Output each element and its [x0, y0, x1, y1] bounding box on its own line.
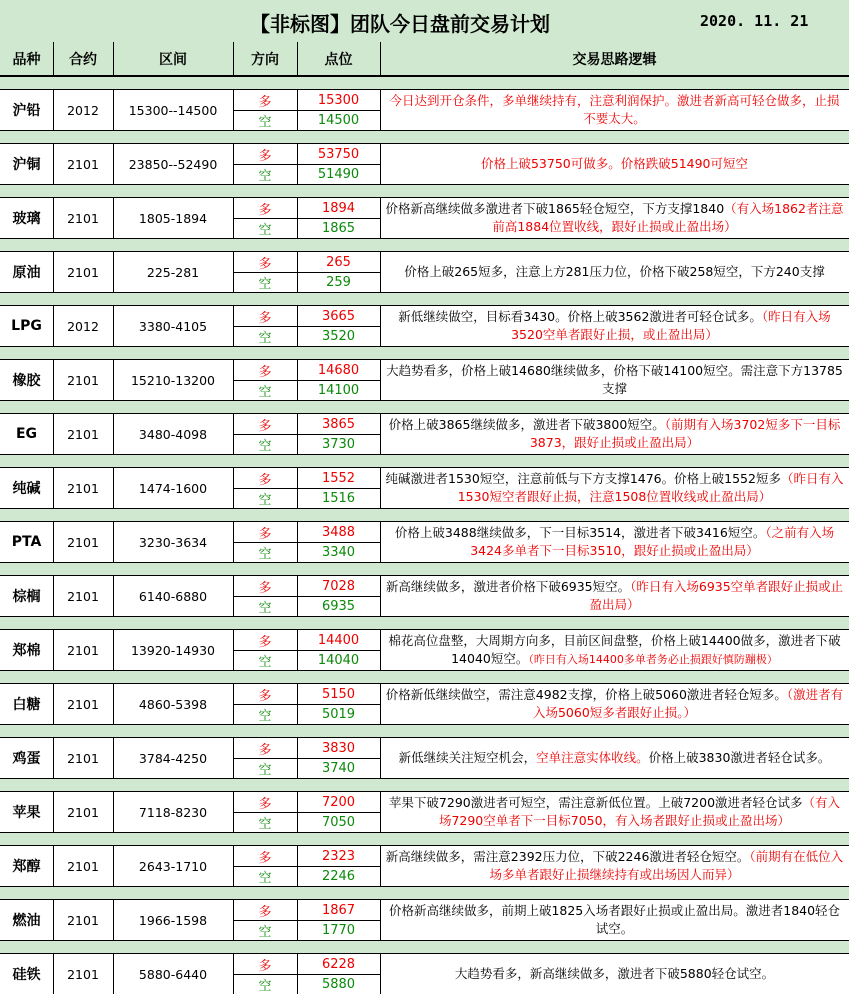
variety-name: 白糖 [12, 697, 41, 713]
price-cell [297, 306, 380, 346]
long-price: 7028 [297, 576, 380, 597]
title-bar [0, 0, 849, 43]
direction-long: 多 [233, 738, 297, 759]
contract-code: 2101 [67, 750, 99, 766]
direction-long: 多 [233, 576, 297, 597]
logic-segment: （昨日有入1530短空者跟好止损，注意1508位置收线或止盈出局） [457, 471, 844, 504]
long-price: 15300 [297, 90, 380, 111]
table-row [0, 252, 849, 292]
price-cell [297, 252, 380, 292]
logic-segment: 苹果下破7290激进者可短空，需注意新低位置。上破7200激进者轻仓试多 [388, 795, 803, 810]
variety-name: 硅铁 [12, 967, 41, 983]
trade-logic-text [384, 416, 845, 452]
trade-logic [380, 576, 849, 616]
contract-code: 2101 [67, 264, 99, 280]
table-row [0, 954, 849, 994]
direction-short: 空 [258, 708, 272, 724]
logic-segment: （前期有在低位入场多单者跟好止损继续持有或出场因人而异） [489, 849, 844, 882]
contract-code: 2101 [67, 912, 99, 928]
sheet-date: 2020. 11. 21 [700, 12, 809, 30]
contract-code: 2101 [67, 804, 99, 820]
row-separator [0, 778, 849, 792]
contract-code: 2101 [67, 426, 99, 442]
short-price: 14500 [317, 112, 360, 128]
trade-logic-text [384, 794, 845, 830]
trade-logic [380, 306, 849, 346]
logic-segment: （昨日有入场14400多单者务必止损跟好慎防蹦极） [528, 652, 778, 666]
trade-logic-text [384, 902, 845, 938]
contract-code: 2101 [67, 588, 99, 604]
variety-name: 郑棉 [12, 643, 41, 659]
direction-long: 多 [233, 630, 297, 651]
trade-logic [380, 252, 849, 292]
table-row [0, 468, 849, 508]
long-price: 3665 [297, 306, 380, 327]
trade-logic [380, 144, 849, 184]
row-separator [0, 832, 849, 846]
variety-name: 玻璃 [12, 211, 41, 227]
price-range: 6140-6880 [138, 588, 208, 604]
price-cell [297, 90, 380, 130]
contract-code: 2101 [67, 696, 99, 712]
direction-short: 空 [258, 384, 272, 400]
logic-segment: （昨日有入场6935空单者跟好止损或止盈出局） [589, 579, 844, 612]
trade-logic-text [384, 92, 845, 128]
logic-segment: 价格上破3830激进者轻仓试多。 [648, 750, 831, 765]
direction-cell [233, 252, 297, 292]
direction-cell [233, 144, 297, 184]
short-price: 6935 [321, 598, 356, 614]
trade-logic [380, 90, 849, 130]
trade-logic-text [384, 470, 845, 506]
price-range: 13920-14930 [130, 642, 216, 658]
price-cell [297, 198, 380, 238]
direction-short: 空 [258, 870, 272, 886]
price-range: 7118-8230 [138, 804, 208, 820]
trade-logic [380, 360, 849, 400]
sheet-title: 【非标图】团队今日盘前交易计划 [250, 12, 550, 36]
trade-logic [380, 900, 849, 940]
logic-segment: 价格上破3865继续做多，激进者下破3800短空。 [388, 417, 665, 432]
table-row [0, 792, 849, 832]
logic-segment: 大趋势看多，价格上破14680继续做多，价格下破14100短空。需注意下方13785支撑 [386, 363, 843, 396]
direction-short: 空 [258, 978, 272, 994]
price-range: 1474-1600 [138, 480, 208, 496]
logic-segment: 价格新高继续做多激进者下破1865轻仓短空，下方支撑1840 [385, 201, 725, 216]
trade-logic-text [481, 155, 748, 173]
contract-code: 2101 [67, 642, 99, 658]
table-row [0, 198, 849, 238]
row-separator [0, 886, 849, 900]
row-separator [0, 346, 849, 360]
contract-code: 2101 [67, 858, 99, 874]
long-price: 7200 [297, 792, 380, 813]
short-price: 1516 [321, 490, 356, 506]
variety-name: 燃油 [12, 913, 41, 929]
price-range: 4860-5398 [138, 696, 208, 712]
header-direction: 方向 [251, 51, 279, 68]
direction-long: 多 [233, 414, 297, 435]
table-row [0, 90, 849, 130]
direction-cell [233, 576, 297, 616]
logic-segment: （有入场7290空单者下一目标7050，有入场者跟好止损或止盈出场） [438, 795, 841, 828]
trade-logic-text [384, 362, 845, 398]
variety-name: 沪铜 [12, 157, 41, 173]
row-separator [0, 76, 849, 90]
direction-cell [233, 414, 297, 454]
trade-logic-text [455, 965, 774, 983]
long-price: 1867 [297, 900, 380, 921]
price-cell [297, 738, 380, 778]
long-price: 53750 [297, 144, 380, 165]
direction-cell [233, 900, 297, 940]
variety-name: 原油 [12, 265, 41, 281]
trade-logic [380, 684, 849, 724]
contract-code: 2101 [67, 480, 99, 496]
short-price: 3340 [321, 544, 356, 560]
price-cell [297, 630, 380, 670]
direction-short: 空 [258, 816, 272, 832]
row-separator [0, 238, 849, 252]
direction-short: 空 [258, 600, 272, 616]
trade-logic-text [384, 308, 845, 344]
direction-long: 多 [233, 360, 297, 381]
long-price: 1552 [297, 468, 380, 489]
price-range: 23850--52490 [128, 156, 218, 172]
long-price: 3865 [297, 414, 380, 435]
long-price: 14680 [297, 360, 380, 381]
logic-segment: 棉花高位盘整，大周期方向多，目前区间盘整，价格上破14400做多，激进者下破14040短空。 [388, 632, 841, 666]
short-price: 3730 [321, 436, 356, 452]
logic-segment: 大趋势看多，新高继续做多，激进者下破5880轻仓试空。 [454, 966, 775, 981]
variety-name: 苹果 [12, 805, 41, 821]
variety-name: PTA [11, 534, 42, 550]
logic-segment: （激进者有入场5060短多者跟好止损。） [532, 687, 844, 720]
trade-logic-text [399, 749, 831, 767]
logic-segment: 价格上破53750可做多。价格跌破51490可短空 [480, 156, 749, 171]
price-range: 1805-1894 [138, 210, 208, 226]
short-price: 1865 [321, 220, 356, 236]
trade-logic [380, 954, 849, 994]
variety-name: 橡胶 [12, 373, 41, 389]
trade-logic [380, 630, 849, 670]
row-separator [0, 724, 849, 738]
logic-segment: 价格新高继续做多，前期上破1825入场者跟好止损或止盈出局。激进者1840轻仓试空。 [388, 903, 841, 936]
price-range: 3480-4098 [138, 426, 208, 442]
variety-name: 纯碱 [12, 481, 41, 497]
row-separator [0, 562, 849, 576]
trade-logic-text [404, 263, 824, 281]
direction-cell [233, 360, 297, 400]
long-price: 2323 [297, 846, 380, 867]
short-price: 5880 [321, 976, 356, 992]
logic-segment: 价格上破265短多，注意上方281压力位，价格下破258短空，下方240支撑 [404, 264, 825, 279]
long-price: 14400 [297, 630, 380, 651]
short-price: 2246 [321, 868, 356, 884]
trade-logic [380, 738, 849, 778]
header-price: 点位 [324, 51, 353, 68]
price-range: 5880-6440 [138, 966, 208, 982]
table-row [0, 846, 849, 886]
logic-segment: （前期有入场3702短多下一目标3873，跟好止损或止盈出局） [529, 417, 841, 450]
direction-cell [233, 306, 297, 346]
direction-short: 空 [258, 330, 272, 346]
table-row [0, 738, 849, 778]
row-separator [0, 508, 849, 522]
short-price: 7050 [321, 814, 356, 830]
direction-long: 多 [233, 468, 297, 489]
row-separator [0, 616, 849, 630]
logic-segment: （有入场1862者注意前高1884位置收线，跟好止损或止盈出场） [492, 201, 844, 234]
price-cell [297, 900, 380, 940]
short-price: 1770 [321, 922, 356, 938]
row-separator [0, 454, 849, 468]
contract-code: 2101 [67, 372, 99, 388]
contract-code: 2101 [67, 156, 99, 172]
direction-long: 多 [233, 846, 297, 867]
header-contract: 合约 [69, 51, 97, 68]
direction-short: 空 [258, 438, 272, 454]
logic-segment: （之前有入场3424多单者下一目标3510，跟好止损或止盈出局） [470, 525, 835, 558]
direction-short: 空 [258, 276, 272, 292]
price-range: 2643-1710 [138, 858, 208, 874]
table-row [0, 306, 849, 346]
header-logic: 交易思路逻辑 [572, 51, 657, 68]
direction-short: 空 [258, 114, 272, 130]
price-cell [297, 144, 380, 184]
direction-long: 多 [233, 684, 297, 705]
variety-name: LPG [11, 318, 42, 334]
trade-logic-text [384, 848, 845, 884]
long-price: 3830 [297, 738, 380, 759]
logic-segment: （昨日有入场3520空单者跟好止损，或止盈出局） [511, 309, 831, 342]
contract-code: 2012 [67, 318, 99, 334]
logic-segment: 空单注意实体收线。 [536, 750, 649, 765]
direction-cell [233, 684, 297, 724]
trade-logic [380, 522, 849, 562]
direction-short: 空 [258, 546, 272, 562]
row-separator [0, 292, 849, 306]
short-price: 5019 [321, 706, 356, 722]
short-price: 14040 [317, 652, 360, 668]
contract-code: 2012 [67, 102, 99, 118]
trade-logic [380, 198, 849, 238]
variety-name: 沪铅 [12, 103, 41, 119]
logic-segment: 新低继续关注短空机会， [398, 750, 537, 765]
logic-segment: 新高继续做多，需注意2392压力位，下破2246激进者轻仓短空。 [385, 849, 750, 864]
trade-logic-text [384, 524, 845, 560]
direction-long: 多 [233, 144, 297, 165]
trade-logic [380, 846, 849, 886]
direction-long: 多 [233, 252, 297, 273]
price-range: 225-281 [146, 264, 200, 280]
header-variety: 品种 [12, 51, 41, 68]
variety-name: 郑醇 [12, 859, 41, 875]
long-price: 3488 [297, 522, 380, 543]
row-separator [0, 670, 849, 684]
direction-short: 空 [258, 222, 272, 238]
direction-short: 空 [258, 168, 272, 184]
row-separator [0, 400, 849, 414]
contract-code: 2101 [67, 534, 99, 550]
header-range: 区间 [159, 51, 187, 68]
direction-cell [233, 468, 297, 508]
logic-segment: 价格上破3488继续做多，下一目标3514，激进者下破3416短空。 [394, 525, 766, 540]
trade-logic-text [384, 578, 845, 614]
price-range: 1966-1598 [138, 912, 208, 928]
trade-logic-text [384, 632, 845, 669]
price-cell [297, 414, 380, 454]
short-price: 3520 [321, 328, 356, 344]
price-cell [297, 576, 380, 616]
direction-cell [233, 522, 297, 562]
direction-cell [233, 846, 297, 886]
direction-short: 空 [258, 924, 272, 940]
direction-cell [233, 90, 297, 130]
table-row [0, 576, 849, 616]
price-cell [297, 954, 380, 994]
price-range: 3230-3634 [138, 534, 208, 550]
price-range: 15300--14500 [128, 102, 218, 118]
direction-long: 多 [233, 792, 297, 813]
logic-segment: 新低继续做空，目标看3430。价格上破3562激进者可轻仓试多。 [398, 309, 762, 324]
variety-name: 鸡蛋 [12, 751, 41, 767]
direction-cell [233, 954, 297, 994]
contract-code: 2101 [67, 210, 99, 226]
contract-code: 2101 [67, 966, 99, 982]
price-cell [297, 522, 380, 562]
header-row [0, 42, 849, 76]
direction-long: 多 [233, 306, 297, 327]
price-cell [297, 684, 380, 724]
direction-cell [233, 630, 297, 670]
table-row [0, 360, 849, 400]
short-price: 51490 [317, 166, 360, 182]
direction-long: 多 [233, 522, 297, 543]
direction-short: 空 [258, 492, 272, 508]
direction-cell [233, 738, 297, 778]
table-row [0, 414, 849, 454]
direction-cell [233, 198, 297, 238]
logic-segment: 新高继续做多，激进者价格下破6935短空。 [385, 579, 631, 594]
table-row [0, 900, 849, 940]
price-range: 3784-4250 [138, 750, 208, 766]
direction-cell [233, 792, 297, 832]
logic-segment: 纯碱激进者1530短空，注意前低与下方支撑1476。价格上破1552短多 [385, 471, 781, 486]
long-price: 1894 [297, 198, 380, 219]
trade-logic [380, 468, 849, 508]
long-price: 265 [297, 252, 380, 273]
trade-logic [380, 414, 849, 454]
short-price: 3740 [321, 760, 356, 776]
trade-logic [380, 792, 849, 832]
row-separator [0, 130, 849, 144]
price-cell [297, 846, 380, 886]
variety-name: EG [15, 426, 38, 442]
table-row [0, 522, 849, 562]
trade-logic-text [384, 200, 845, 236]
price-cell [297, 360, 380, 400]
price-cell [297, 792, 380, 832]
direction-short: 空 [258, 762, 272, 778]
trade-logic-text [384, 686, 845, 722]
logic-segment: ，多单继续持有，注意利润保护。激进者新高可轻仓做多，止损不要太大。 [489, 93, 840, 126]
price-range: 15210-13200 [130, 372, 216, 388]
long-price: 6228 [297, 954, 380, 975]
direction-long: 多 [233, 954, 297, 975]
variety-name: 棕榈 [12, 589, 41, 605]
row-separator [0, 940, 849, 954]
table-row [0, 630, 849, 670]
price-range: 3380-4105 [138, 318, 208, 334]
table-row [0, 684, 849, 724]
direction-short: 空 [258, 654, 272, 670]
logic-segment: 价格新低继续做空，需注意4982支撑，价格上破5060激进者轻仓短多。 [385, 687, 787, 702]
direction-long: 多 [233, 900, 297, 921]
table-row [0, 144, 849, 184]
row-separator [0, 184, 849, 198]
long-price: 5150 [297, 684, 380, 705]
direction-long: 多 [233, 90, 297, 111]
short-price: 14100 [317, 382, 360, 398]
short-price: 259 [326, 274, 351, 290]
logic-segment: 今日达到开仓条件 [389, 93, 490, 108]
price-cell [297, 468, 380, 508]
direction-long: 多 [233, 198, 297, 219]
